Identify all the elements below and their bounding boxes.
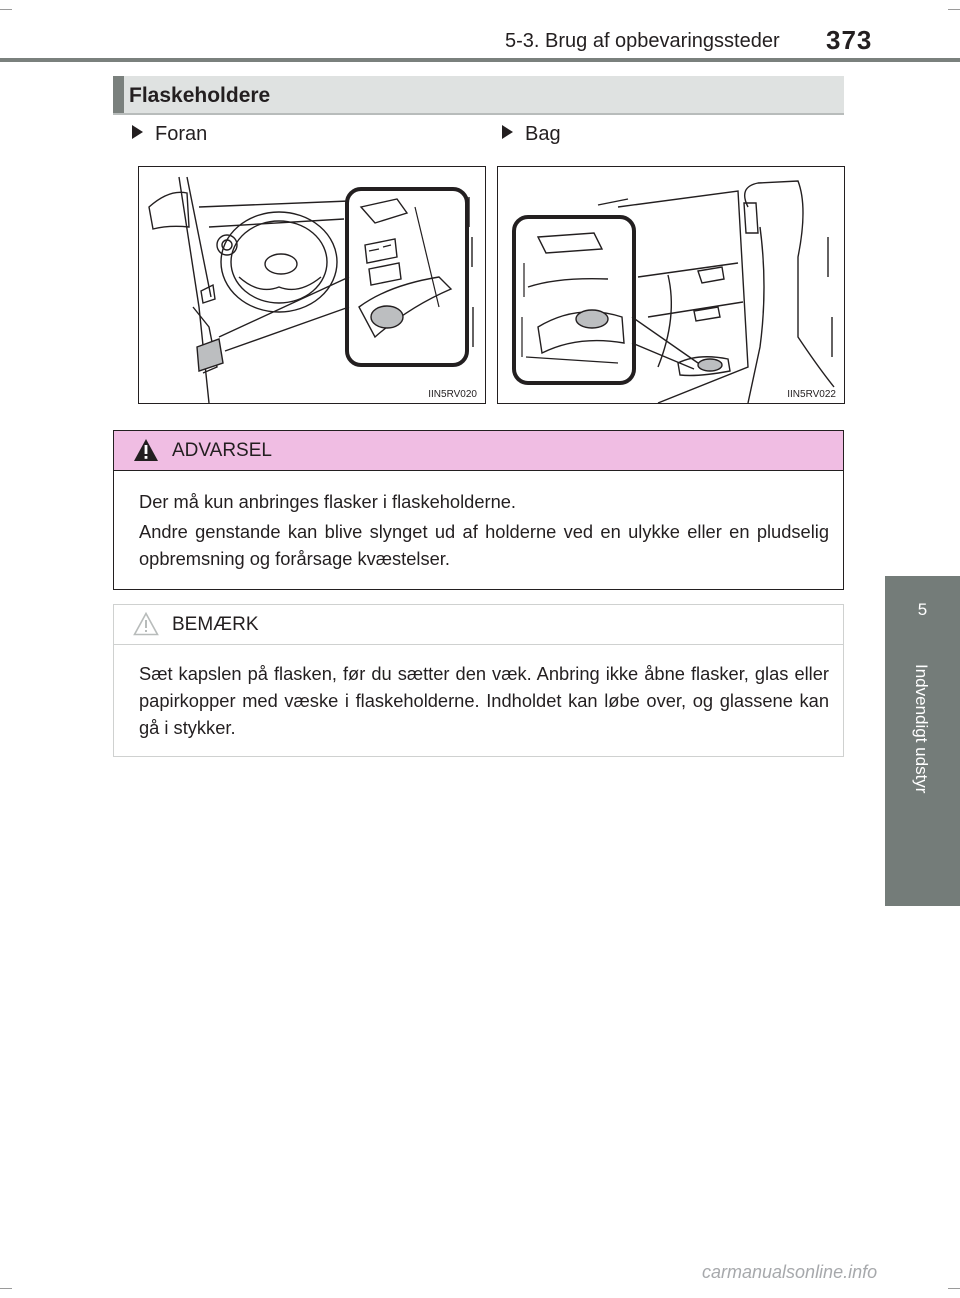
warning-header [114, 431, 843, 471]
header-rule [0, 58, 960, 62]
chapter-number: 5 [917, 600, 928, 619]
front-illustration [138, 166, 486, 404]
warning-title: ADVARSEL [172, 440, 272, 461]
warning-line-2: Andre genstande kan blive slynget ud af holderne ved en ulykke eller en pludselig opbremsning og forårsage kvæstelser. [139, 521, 829, 569]
footer-watermark: carmanualsonline.info [702, 1262, 878, 1282]
warning-box [113, 430, 844, 590]
notice-header [114, 605, 843, 645]
rear-label [502, 123, 561, 146]
warning-triangle-icon [133, 438, 159, 462]
rear-label-text: Bag [525, 123, 561, 145]
triangle-bullet-icon [502, 125, 513, 139]
front-label [132, 123, 207, 146]
chapter-label: Indvendigt udstyr [912, 664, 931, 794]
section-title: Flaskeholdere [129, 84, 271, 107]
crop-mark [0, 1288, 12, 1289]
rear-door-drawing [498, 167, 844, 403]
rear-illustration [497, 166, 845, 404]
rear-figure-code: IIN5RV022 [787, 389, 836, 400]
triangle-bullet-icon [132, 125, 143, 139]
section-heading [113, 76, 844, 115]
crop-mark [948, 1288, 960, 1289]
front-figure-code: IIN5RV020 [428, 389, 477, 400]
notice-box [113, 604, 844, 757]
header-section-title: 5-3. Brug af opbevaringssteder [505, 30, 780, 52]
crop-mark [0, 9, 12, 10]
crop-mark [948, 9, 960, 10]
heading-bar [113, 76, 124, 113]
notice-title: BEMÆRK [172, 614, 259, 635]
front-dashboard-drawing [139, 167, 485, 403]
caution-triangle-icon [133, 612, 159, 636]
page-number: 373 [826, 25, 873, 55]
chapter-tab [885, 576, 960, 906]
warning-line-1: Der må kun anbringes flasker i flaskeholderne. [139, 491, 516, 512]
notice-text: Sæt kapslen på flasken, før du sætter den væk. Anbring ikke åbne flasker, glas eller papirkopper med væske i flaskeholderne. Indholdet kan løbe over, og glassene kan gå i stykker. [139, 663, 829, 738]
front-label-text: Foran [155, 123, 208, 145]
